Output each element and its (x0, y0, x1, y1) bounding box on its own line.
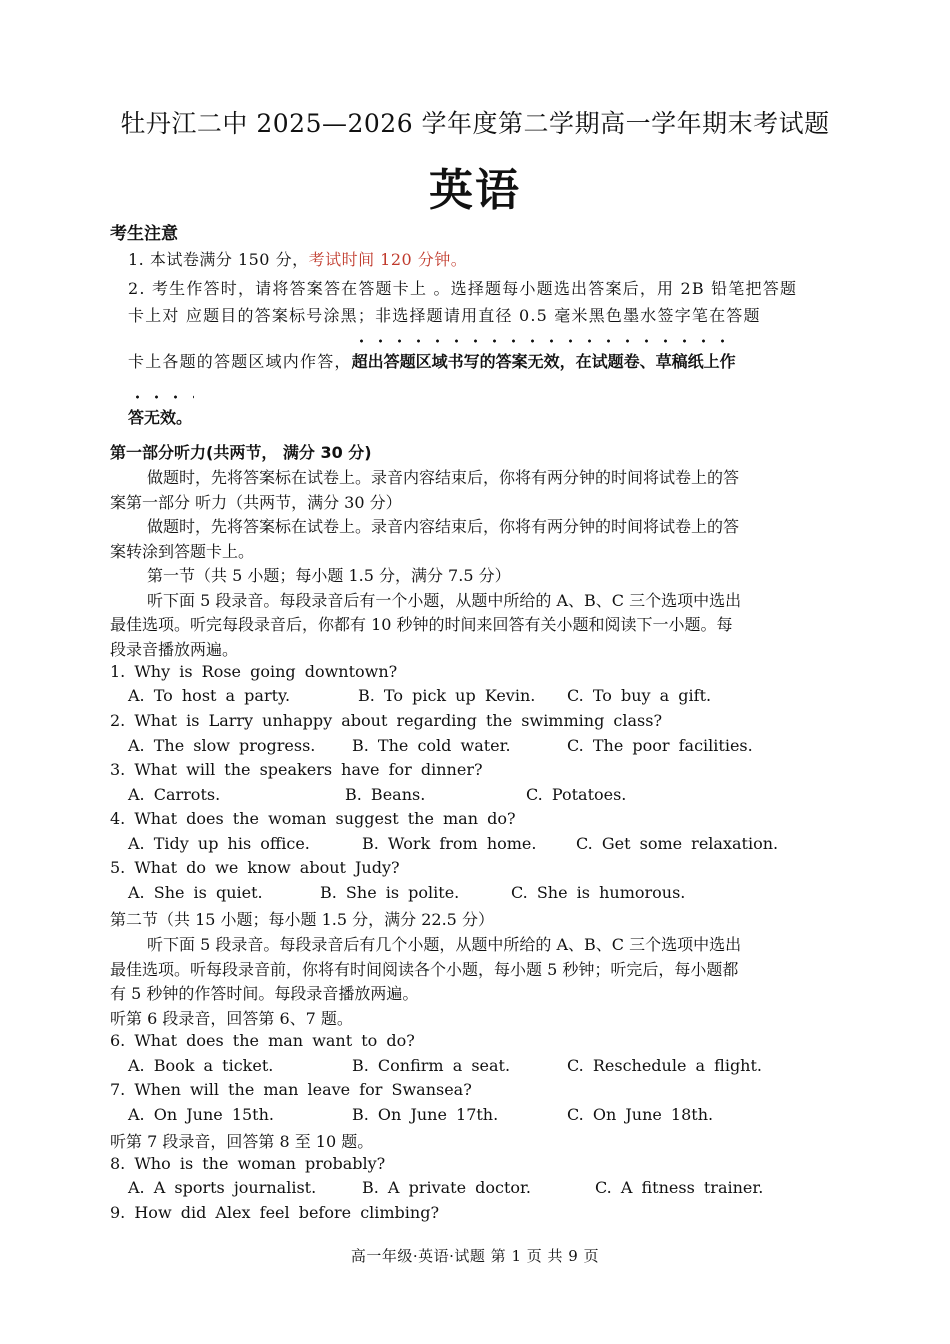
notice-item-2-line-3: 卡上各题的答题区域内作答， 超出答题区域书写的答案无效，在试题卷、草稿纸上作 (128, 349, 736, 372)
part1-heading: 第一部分听力(共两节， 满分 30 分) (110, 443, 372, 462)
option-c: C. She is humorous. (511, 883, 686, 902)
notice-item-2-line-1: 2. 考生作答时，请将答案答在答题卡上 。选择题每小题选出答案后，用 2B 铅笔把答题 (128, 279, 798, 298)
option-b: B. On June 17th. (352, 1105, 499, 1124)
option-c: C. Reschedule a flight. (567, 1056, 762, 1075)
question-8: 8. Who is the woman probably? (110, 1154, 386, 1173)
option-a: A. Book a ticket. (128, 1056, 274, 1075)
exam-title: 牡丹江二中 2025—2026 学年度第二学期高一学年期末考试题 (120, 109, 830, 138)
option-c: C. On June 18th. (567, 1105, 714, 1124)
question-4: 4. What does the woman suggest the man do? (110, 809, 516, 828)
option-c: C. The poor facilities. (567, 736, 753, 755)
option-b: B. To pick up Kevin. (358, 686, 536, 705)
notice-heading: 考生注意 (110, 224, 178, 244)
question-2: 2. What is Larry unhappy about regarding the swimming class? (110, 711, 663, 730)
option-c: C. To buy a gift. (567, 686, 712, 705)
option-a: A. Tidy up his office. (128, 834, 310, 853)
notice-item-2-line-4 (128, 405, 192, 428)
question-9: 9. How did Alex feel before climbing? (110, 1203, 440, 1222)
question-1: 1. Why is Rose going downtown? (110, 662, 398, 681)
instruction-line: 听下面 5 段录音。每段录音后有几个小题，从题中所给的 A、B、C 三个选项中选出 (147, 935, 742, 954)
option-a: A. On June 15th. (128, 1105, 274, 1124)
instruction-line: 最佳选项。听每段录音前，你将有时间阅读各个小题，每小题 5 秒钟；听完后，每小题都 (110, 960, 739, 979)
option-a: A. To host a party. (128, 686, 291, 705)
notice-item-2-line-2: 卡上对 应题目的答案标号涂黑；非选择题请用直径 0.5 毫米黑色墨水签字笔在答题 (128, 306, 761, 325)
notice-item-1: 1. 本试卷满分 150 分，考试时间 120 分钟。 (128, 250, 468, 269)
recording-7-intro: 听第 7 段录音，回答第 8 至 10 题。 (110, 1132, 374, 1151)
emphasis-dots (352, 339, 736, 343)
section1-heading: 第一节（共 5 小题；每小题 1.5 分，满分 7.5 分） (147, 566, 511, 585)
emphasis-text: 超出答题区域书写的答案无效，在试题卷、草稿纸上作 (352, 352, 736, 371)
emphasis-text-end: 答无效。 (128, 408, 192, 427)
emphasis-dots-end (128, 395, 194, 399)
option-c: C. Get some relaxation. (576, 834, 779, 853)
option-b: B. She is polite. (320, 883, 460, 902)
question-7: 7. When will the man leave for Swansea? (110, 1080, 472, 1099)
option-a: A. She is quiet. (128, 883, 263, 902)
option-a: A. Carrots. (128, 785, 221, 804)
option-a: A. The slow progress. (128, 736, 316, 755)
instruction-line: 案第一部分 听力（共两节，满分 30 分） (110, 493, 402, 512)
option-b: B. Beans. (345, 785, 426, 804)
instruction-line: 做题时，先将答案标在试卷上。录音内容结束后，你将有两分钟的时间将试卷上的答 (147, 517, 740, 536)
recording-6-intro: 听第 6 段录音，回答第 6、7 题。 (110, 1009, 353, 1028)
question-5: 5. What do we know about Judy? (110, 858, 400, 877)
instruction-line: 案转涂到答题卡上。 (110, 542, 255, 561)
question-6: 6. What does the man want to do? (110, 1031, 415, 1050)
instruction-line: 最佳选项。听完每段录音后，你都有 10 秒钟的时间来回答有关小题和阅读下一小题。每 (110, 615, 733, 634)
instruction-line: 做题时，先将答案标在试卷上。录音内容结束后，你将有两分钟的时间将试卷上的答 (147, 468, 740, 487)
option-b: B. Work from home. (362, 834, 537, 853)
instruction-line: 有 5 秒钟的作答时间。每段录音播放两遍。 (110, 984, 419, 1003)
option-b: B. Confirm a seat. (352, 1056, 511, 1075)
instruction-line: 听下面 5 段录音。每段录音后有一个小题，从题中所给的 A、B、C 三个选项中选出 (147, 591, 742, 610)
exam-time-highlight: 考试时间 120 分钟。 (308, 250, 468, 269)
instruction-line: 段录音播放两遍。 (110, 640, 239, 659)
option-b: B. A private doctor. (362, 1178, 532, 1197)
page-footer: 高一年级·英语·试题 第 1 页 共 9 页 (350, 1247, 600, 1265)
section2-heading: 第二节（共 15 小题；每小题 1.5 分，满分 22.5 分） (110, 910, 494, 929)
subject-title: 英语 (429, 165, 521, 216)
question-3: 3. What will the speakers have for dinner? (110, 760, 483, 779)
option-c: C. A fitness trainer. (595, 1178, 764, 1197)
option-b: B. The cold water. (352, 736, 511, 755)
option-c: C. Potatoes. (526, 785, 627, 804)
option-a: A. A sports journalist. (128, 1178, 317, 1197)
